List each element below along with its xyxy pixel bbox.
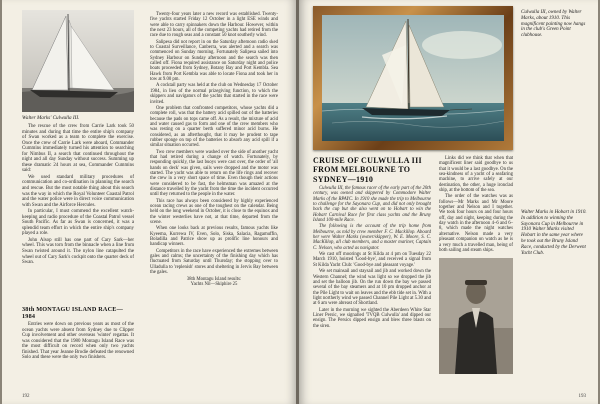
right-column-1 [313,186,431,330]
yacht-photo [22,10,134,112]
article-heading: CRUISE OF CULWULLA III FROM MELBOURNE TO SYDNEY—1910 [313,156,422,184]
paragraph: Salipesa did not report in on the Saturday afternoon radio sked to Coastal Surveillance, Canberra, was alerted and a search was commenced on Sunday morning. Fortunately Salipesa sailed into Sydney Harbour on Sunday afternoon and the search was then called off. Fiona required assistance on Saturday night and police boats proceeded from Sydney, Botany Bay and Port Kembla. Sea Hawk from Port Kembla was able to locate Fiona and took her in tow at 9.00 pm. [150,39,278,83]
painting-caption: Culwulla III, owned by Walter Marks, about 1910. This magnificent painting now hangs in the club's Green Point clubhouse. [521,10,586,39]
walter-marks-caption: Walter Marks in Hobart in 1910. In addition to winning the Sayonara Cup in Melbourne in 1910 Walter Marks visited Hobart in the same year where he took out the Bruny Island Race, conducted by the Derwent Yacht Club. [521,210,587,256]
right-page [299,0,598,404]
yacht-photo-svg [22,10,134,112]
section-heading: 38th MONTAGU ISLAND RACE—1984 [22,306,123,320]
left-column-2 [150,12,278,287]
paragraph: The following is the account of the trip home from Melbourne, as told by crew member F. C. Mackillop. Aboard her were Walter Marks (owner/skipper), W. E. Moore, S. C. MacKillop, all club members, and a master mariner, Captain C. Nelson, who acted as navigator. [313,224,431,251]
left-column-1b [22,322,134,362]
paragraph: Culwulla III, the famous racer of the early part of the 20th century, was owned and skippered by Commodore Walter Marks of the RPAYC. In 1910 she made the trip to Melbourne to challenge for the Sayonara Cup, and did not only brought back the cup but she also went on to Hobart to win the Hobart Carnival Race for first class yachts and the Bruny Island 100-mile Race. [313,186,431,224]
paragraph: We cast off moorings at St Kilda at 4 pm on Tuesday 22 March 1910, hoisted 'Good-bye', and received a signal from St Kilda Yacht Club: 'Good-bye and pleasant voyage.' [313,252,431,268]
paragraph: This race has always been considered by highly experienced ocean racing crews as one of the toughest on the calendar. Being held on the long weekend in October, it is close to the equinox and the winter westerlies have not, at that time, departed from the scene. [150,198,278,226]
painting [322,15,504,141]
walter-marks-photo [439,258,513,374]
page-number-left: 192 [22,394,30,399]
painting-frame [313,6,513,150]
paragraph: Competitors in the race have experienced the extremes between gales and calms; the uncertainty of the finishing day which has fluctuated from Saturday until Thursday; the stopping over to Ulladulla to 'replenish' stores and sheltering in Jervis Bay between the gales. [150,248,278,276]
paragraph: The rescue of the crew from Carrie Lark took 50 minutes and during that time the entire ship's company of Swan worked as a team to complete the exercise. Once the crew of Carrie Lark were aboard, Commander Cummins immediately turned his attention to searching for Nimbus II, a search that continued throughout the night and all day Sunday without success. Summing up these dramatic 24 hours at sea, Commander Cummins said: [22,124,134,174]
left-page [2,0,297,404]
paragraph: In particular, I must commend the excellent watch-keeping and radio procedure of the Coastal Patrol vessel South Pacific. As far as Swan is concerned, it was a splendid team effort in which the entire ship's company played a role. [22,209,134,237]
paragraph: Later in the morning we sighted the Aberdeen White Star Liner Persic, we signalled 'TVQB Culwulla' and dipped our ensign. The Persics dipped ensign and blew three blasts on the siren. [313,307,431,329]
paragraph: A cocktail party was held at the club on Wednesday 17 October 1984, in lieu of the normal prizegiving function, to which the skippers and navigators of the yachts that started in the race were invited. [150,83,278,105]
race-results-label: 38th Montagu Island results: [186,276,242,282]
painting-svg [322,15,504,141]
paragraph: Twenty-four years later a new record was established. Twenty-five yachts started Friday 12 October in a light ESE winds and were able to carry spinnakers down the Harbour. However, within the next 23 hours, all of the competing yachts had retired from the race due to rough seas and a constant 50 knot southerly wind. [150,12,278,39]
paragraph: We used standard military procedures of communication and co-ordination in planning the search and rescue. But the most notable thing about this search was the way in which the Royal Volunteer Coastal Patrol and the water police were in direct voice communication with Swan and the Airforce Hercules. [22,174,134,208]
paragraph: We set mainsail and staysail and jib and worked down the Western Channel; the wind was light so we dropped the jib and set the balloon jib. On the run down the bay we passed several of the bay steamers and at 10 pm dropped anchor at the Pile Light to wait on leaves and the ebb tide set in. With a light northerly wind we passed Channel Pile Light at 5.30 and at 6 am were abreast of Shortland. [313,269,431,307]
paragraph: Two crew members were washed over the side of another yacht that had retired during a change of watch. Fortunately, by responding quickly, the last buoys were cast over, the order of 'all hands on deck' was given, sails were dropped and the motor was started. The yacht was able to return on the life rings and recover the crew in a very short space of time. Even though their actions were considered to be fast, the helmsman was amazed at the distance travelled by the yacht from the time the incident occurred until they returned to the people in the water. [150,149,278,198]
paragraph: John Alsop still has one part of Cary Sark—her wheel. This was torn from the binnacle when a line from Swan twisted around it. The nylon line catapulted the wheel out of Cary Sark's cockpit onto the quarter deck of Swan. [22,237,134,266]
paragraph: When one looks back at previous results, famous yachts like Kyeema, Kurrewa IV, Even, Solo, Siska, Salacia, Ragamuffin, Boladilla and Patrice show up as prolific line honours and handicap winners. [150,226,278,248]
photo-caption: Walter Marks' Culwulla III. [22,115,80,121]
paragraph: The order of the watches was as follows—Mr Marks and Mr Moore together and Nelson and I together. We took four hours on and four hours off, day and night, keeping during the day watch in the afternoon 4–6 and 6–8, which made the night watches alternative. Nelson made a very pleasant companion on watch as he is a very much a travelled man, being of both sailing and steam ships. [439,194,513,253]
portrait-svg [439,258,513,374]
paragraph: One problem that confronted competitors, whose yachts did a complete roll, was that the battery acid spilled out of the batteries because the pads on tops came off. As a result, the mixture of acid and water caused gas to form and one of the crew members who was resting on a quarter berth suffered minor acid burns. He considered, as an afterthought, that it may be prudent to tape rubber sponge on top of the batteries to absorb any acid spill if a similar situation occurred. [150,105,278,149]
race-results-line: Yachts Nil—Skiphire 25 [190,281,238,287]
right-column-2 [439,156,513,254]
paragraph: Entries were down on previous years as most of the ocean yachts were absent from Sydney due to Clipper Cup involvement and other overseas 'winter' regattas. It was considered that the 1980 Montagu Island Race was the most difficult on record when only two yachts finished. That year Jeanne Brodie defeated the renowned Solo and these were the only two finishers. [22,322,134,361]
paragraph: Links did we think that when that magnificent liner said goodbye to us that it would be a last goodbye. On the sea-kindness of a yacht of a seafaring machine, to arrive safely at our destination, the other, a huge ironclad ship, at the bottom of the sea. [439,156,513,194]
page-number-right: 193 [578,394,586,399]
left-column-1 [22,124,134,267]
